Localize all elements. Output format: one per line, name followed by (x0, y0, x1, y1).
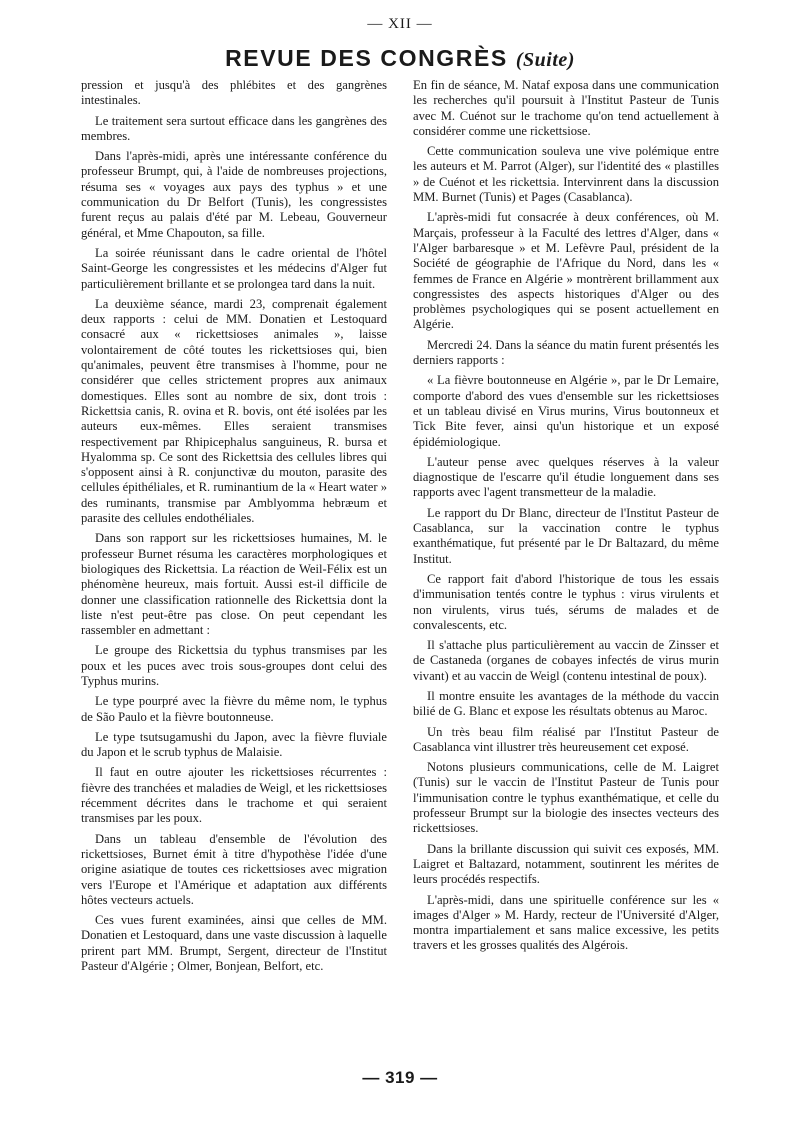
paragraph: Dans son rapport sur les rickettsioses humaines, M. le professeur Burnet résuma les caractères morphologiques et biologiques des Rickettsia. La réaction de Weil-Félix est un phénomène heureux, mais fortuit. Aussi est-il difficile de donner une classification rationnelle des Rickettsia dont la liste n'est peut-être pas close. On peut cependant les rassembler en admettant : (81, 531, 387, 638)
page-title (0, 45, 800, 72)
paragraph: L'après-midi, dans une spirituelle conférence sur les « images d'Alger » M. Hardy, recteur de l'Université d'Alger, montra impartialement et sans malice excessive, les petits travers et les grosses qualités des Algérois. (413, 892, 719, 953)
paragraph: Le rapport du Dr Blanc, directeur de l'Institut Pasteur de Casablanca, sur la vaccination contre le typhus exanthématique, fut présenté par le Dr Baltazard, du même Institut. (413, 505, 719, 566)
paragraph: Mercredi 24. Dans la séance du matin furent présentés les derniers rapports : (413, 337, 719, 368)
paragraph: Le type tsutsugamushi du Japon, avec la fièvre fluviale du Japon et le scrub typhus de Malaisie. (81, 729, 387, 760)
title-main: REVUE DES CONGRÈS (225, 45, 508, 71)
paragraph: Le type pourpré avec la fièvre du même nom, le typhus de São Paulo et la fièvre boutonneuse. (81, 694, 387, 724)
paragraph: Dans l'après-midi, après une intéressante conférence du professeur Brumpt, qui, à l'aide de nombreuses projections, résuma ses « voyages aux pays des typhus » et une communication du Dr Belfort (Tunis), les congressistes furent reçus au palais d'été par M. Lebeau, Gouverneur général, et Mme Chapouton, sa fille. (81, 149, 387, 240)
page-number: — 319 — (362, 1068, 438, 1087)
roman-folio: — XII — (367, 16, 433, 32)
paragraph: L'après-midi fut consacrée à deux conférences, où M. Marçais, professeur à la Faculté des lettres d'Alger, dans « l'Alger barbaresque » et M. Lefèvre Paul, président de la Société de géographie de l'Afrique du Nord, dans les « femmes de France en Algérie » montrèrent brillamment aux congressistes des aspects historiques d'Alger ou des problèmes psychologiques qui se posent actuellement en Algérie. (413, 210, 719, 332)
left-column (81, 78, 387, 979)
paragraph: En fin de séance, M. Nataf exposa dans une communication les recherches qu'il poursuit à l'Institut Pasteur de Tunis avec M. Cuénot sur le trachome qu'on tend actuellement à considérer comme une rickettsiose. (413, 78, 719, 138)
paragraph: Notons plusieurs communications, celle de M. Laigret (Tunis) sur le vaccin de l'Institut Pasteur de Tunis pour l'immunisation contre le typhus exanthématique, et celle du professeur Brumpt sur la biologie des insectes vecteurs des rickettsioses. (413, 760, 719, 836)
paragraph: La deuxième séance, mardi 23, comprenait également deux rapports : celui de MM. Donatien et Lestoquard consacré aux « rickettsioses animales », laisse volontairement de côté toutes les rickettsioses qui, bien qu'animales, peuvent être transmises à l'homme, pour ne considérer que celles strictement propres aux animaux domestiques. Elles sont au nombre de six, dont trois : Rickettsia canis, R. ovina et R. bovis, ont été isolées par les auteurs eux-mêmes. Elles seraient transmises respectivement par Rhipicephalus sanguineus, R. bursa et Hyalomma sp. Ce sont des Rickettsia des cellules libres qui s'opposent ainsi à R. conjunctivæ du mouton, parasite des cellules épithéliales, et R. ruminantium de la « Heart water » des ruminants, transmise par Amblyomma hebræum et parasite des cellules endothéliales. (81, 296, 387, 526)
paragraph: Il montre ensuite les avantages de la méthode du vaccin bilié de G. Blanc et expose les résultats obtenus au Maroc. (413, 688, 719, 719)
title-suffix: (Suite) (515, 49, 575, 71)
right-column (413, 78, 719, 959)
paragraph: Dans un tableau d'ensemble de l'évolution des rickettsioses, Burnet émit à titre d'hypothèse l'idée d'une origine asiatique de toutes ces rickettsioses avec migration vers l'Europe et l'Amérique et adaptation aux différents hôtes vecteurs actuels. (81, 831, 387, 907)
paragraph: pression et jusqu'à des phlébites et des gangrènes intestinales. (81, 78, 387, 108)
paragraph: Il s'attache plus particulièrement au vaccin de Zinsser et de Castaneda (organes de cobayes infectés de virus murin vivant) et au vaccin de Weigl (contenu intestinal de poux). (413, 638, 719, 683)
paragraph: Le groupe des Rickettsia du typhus transmises par les poux et les puces avec trois sous-groupes dont celui des Typhus murins. (81, 643, 387, 688)
paragraph: « La fièvre boutonneuse en Algérie », par le Dr Lemaire, comporte d'abord des vues d'ensemble sur les rickettsioses et un tableau divisé en Virus murins, Virus boutonneux et Tick Bite fever, ainsi qu'un historique et un exposé épidémiologique. (413, 373, 719, 449)
paragraph: Cette communication souleva une vive polémique entre les auteurs et M. Parrot (Alger), sur l'identité des « plastilles » de Cuénot et les rickettsia. Intervinrent dans la discussion MM. Burnet (Tunis) et Pages (Casablanca). (413, 144, 719, 205)
paragraph: Un très beau film réalisé par l'Institut Pasteur de Casablanca vint illustrer très heureusement cet exposé. (413, 724, 719, 754)
paragraph: Il faut en outre ajouter les rickettsioses récurrentes : fièvre des tranchées et maladies de Weigl, et les rickettsioses récemment décrites dans le trachome et qui seraient transmises par les poux. (81, 765, 387, 826)
paragraph: Dans la brillante discussion qui suivit ces exposés, MM. Laigret et Baltazard, notamment, soutinrent les mérites de leurs procédés respectifs. (413, 841, 719, 887)
paragraph: Ce rapport fait d'abord l'historique de tous les essais d'immunisation tentés contre le typhus : virus virulents et non virulents, virus tués, sérums de malades et de convalescents, etc. (413, 571, 719, 632)
paragraph: La soirée réunissant dans le cadre oriental de l'hôtel Saint-George les congressistes et les médecins d'Alger fut particulièrement brillante et se prolongea tard dans la nuit. (81, 245, 387, 291)
paragraph: Le traitement sera surtout efficace dans les gangrènes des membres. (81, 113, 387, 143)
paragraph: L'auteur pense avec quelques réserves à la valeur diagnostique de l'escarre qu'il étudie longuement dans ses rapports avec l'agent transmetteur de la maladie. (413, 454, 719, 500)
paragraph: Ces vues furent examinées, ainsi que celles de MM. Donatien et Lestoquard, dans une vaste discussion à laquelle prirent part MM. Brumpt, Sergent, directeur de l'Institut Pasteur d'Algérie ; Olmer, Bonjean, Belfort, etc. (81, 913, 387, 974)
